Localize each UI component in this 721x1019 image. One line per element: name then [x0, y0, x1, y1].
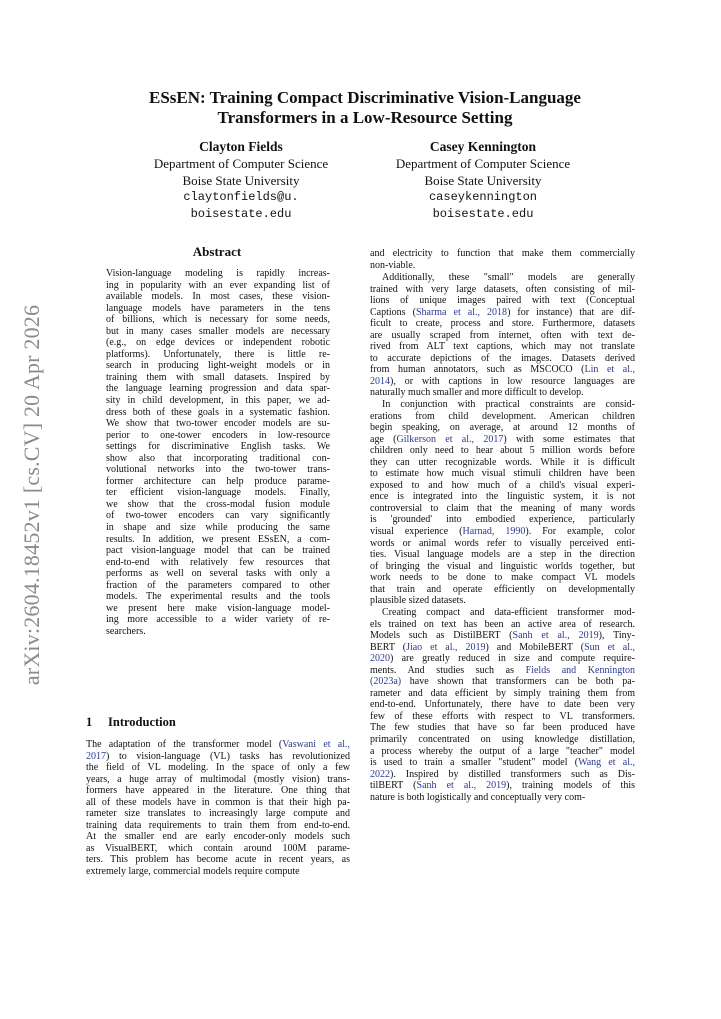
text-line [86, 820, 350, 832]
text-line [370, 307, 635, 319]
col2-paragraph-4 [370, 607, 635, 803]
author-email-line-1[interactable]: claytonfields@u. [183, 190, 299, 204]
text-span: words or animal words refer to visually perceived enti- [370, 537, 635, 549]
text-span: nature is both logistically and conceptually very com- [370, 791, 586, 803]
text-span: are usually scraped from internet, often with text de- [370, 329, 635, 341]
text-line [370, 295, 635, 307]
text-span: In conjunction with practical constraints are consid- [382, 399, 635, 410]
text-span: lions of unique images paired with text (Conceptual [370, 295, 635, 307]
text-line [370, 387, 635, 399]
text-span: ), training models of this [506, 780, 635, 792]
abstract-heading: Abstract [192, 244, 242, 259]
text-line: models. The experimental results and the tools [106, 591, 330, 603]
citation-link[interactable]: 2017 [86, 750, 106, 762]
text-line [370, 722, 635, 734]
text-span: begin speaking, on average, at around 12 months of [370, 422, 635, 434]
title-line-1: ESsEN: Training Compact Discriminative Vision-Language [149, 88, 581, 107]
text-line [370, 792, 635, 804]
text-line [370, 607, 635, 619]
citation-link[interactable]: Fields and Kennington [525, 664, 635, 676]
text-span: Creating compact and data-efficient transformer mod- [382, 607, 635, 618]
text-span: work needs to be done to make compact VL models [370, 572, 635, 584]
text-span: as VisualBERT, which contain around 100M parame- [86, 842, 350, 854]
text-span: The adaptation of the transformer model ( [86, 739, 283, 750]
text-span: extremely large, commercial models require compute [86, 866, 300, 878]
citation-link[interactable]: Sanh et al., 2019 [416, 780, 507, 792]
citation-link[interactable]: 2014 [370, 375, 390, 387]
text-span: Models such as DistilBERT ( [370, 630, 513, 642]
text-line: fraction of the parameters compared to other [106, 579, 330, 591]
text-line [370, 561, 635, 573]
text-line: volutional networks into the two-tower trans- [106, 464, 330, 476]
text-span: all of these models have in common is that their high pa- [86, 796, 350, 808]
text-line [370, 653, 635, 665]
text-line [370, 514, 635, 526]
text-line: we present here make vision-language model- [106, 602, 330, 614]
text-span: they can utter recognizable words. While it is difficult [370, 456, 635, 468]
author-email-line-2[interactable]: boisestate.edu [432, 207, 534, 221]
text-line: ing in popularity with an ever expanding list of [106, 279, 330, 291]
author-department: Department of Computer Science [395, 156, 571, 171]
text-span: non-viable. [370, 259, 416, 271]
text-line: searchers. [106, 625, 146, 637]
citation-link[interactable]: Harnad, 1990 [462, 526, 526, 538]
title-line-2: Transformers in a Low-Resource Setting [217, 108, 513, 127]
text-line [370, 595, 635, 607]
citation-link[interactable]: Sanh et al., 2019 [512, 630, 599, 642]
text-line: pact vision-language model that can be trained [106, 545, 330, 557]
text-span: end-to-end. Unfortunately, there have to date been very [370, 699, 635, 711]
text-line [86, 808, 350, 820]
text-line: available models. In most cases, these vision- [106, 291, 330, 303]
text-line: of two-tower encoders can vary significantly [106, 510, 330, 522]
col2-paragraph-1 [370, 248, 635, 271]
text-line [370, 769, 635, 781]
text-line [370, 399, 635, 411]
text-line [370, 665, 635, 677]
text-span: ), Tiny- [598, 630, 635, 642]
text-span: els trained on text has been an active area of research. [370, 618, 635, 630]
text-span: rameter and data efficient by simply training them from [370, 687, 635, 699]
col2-paragraph-2 [370, 272, 635, 399]
author-university: Boise State University [182, 173, 300, 188]
text-line: ter efficient vision-language models. Finally, [106, 487, 330, 499]
text-line [370, 630, 635, 642]
text-span: the field of VL modeling. In the space of only a few [86, 762, 350, 774]
intro-paragraph-1 [86, 739, 350, 878]
text-line [370, 353, 635, 365]
text-line: the language learning progression and data spar- [106, 383, 330, 395]
text-span: rameter size translates to increasingly large compute and [86, 808, 350, 820]
text-line: language models have parameters in the tens [106, 302, 330, 314]
text-line: in shape and size while producing the same [106, 522, 330, 534]
text-span: exposed to and how much of a child's visual experi- [370, 479, 635, 491]
text-line [370, 330, 635, 342]
citation-link[interactable]: (2023a) [370, 676, 402, 688]
text-span: ) and MobileBERT ( [485, 641, 585, 653]
citation-link[interactable]: Wang et al., [578, 757, 635, 769]
text-span: ments. And studies such as [370, 664, 526, 676]
text-line [86, 762, 350, 774]
text-line [370, 364, 635, 376]
text-span: to accurate depictions of the images. Datasets derived [370, 352, 635, 364]
text-span: Additionally, these "small" models are generally [382, 272, 635, 283]
text-span: ence is integrated into the linguistic system, it is not [370, 491, 635, 503]
text-span: visual experience ( [370, 526, 463, 538]
citation-link[interactable]: 2020 [370, 653, 390, 665]
text-span: ). For example, color [525, 526, 635, 538]
author-block-2 [358, 138, 608, 223]
text-span: that train and operate efficiently on developmentally [370, 583, 635, 595]
section-number: 1 [86, 715, 93, 729]
text-line [370, 699, 635, 711]
text-line [370, 376, 635, 388]
text-line [86, 785, 350, 797]
col2-paragraph-3 [370, 399, 635, 607]
text-line [370, 711, 635, 723]
abstract-body [106, 268, 330, 638]
text-span: ). Inspired by distilled transformers such as Dis- [390, 768, 635, 780]
text-line [370, 619, 635, 631]
text-span: Captions ( [370, 306, 416, 318]
text-line: (e.g., on edge devices or independent robotic [106, 337, 330, 349]
text-span: formers have appeared in the literature. One thing that [86, 785, 350, 797]
text-line [370, 526, 635, 538]
text-line [370, 272, 635, 284]
text-line: results. In addition, we present ESsEN, a com- [106, 533, 330, 545]
text-span: age ( [370, 433, 397, 445]
author-email-line-2[interactable]: boisestate.edu [190, 207, 292, 221]
text-span: a process whereby the output of a large "teacher" model [370, 745, 635, 757]
author-name: Casey Kennington [429, 139, 537, 154]
text-line [370, 642, 635, 654]
citation-link[interactable]: Vaswani et al., [282, 739, 350, 750]
section-heading-introduction [86, 715, 176, 730]
text-line [86, 854, 350, 866]
citation-link[interactable]: 2022 [370, 768, 390, 780]
text-span: erations from child development. American children [370, 410, 635, 422]
text-line: performs as well on several tasks with only a [106, 568, 330, 580]
text-line [370, 422, 635, 434]
text-span: trained with very large datasets, often consisting of mil- [370, 283, 635, 295]
author-university: Boise State University [424, 173, 542, 188]
text-line [370, 445, 635, 457]
text-line [370, 457, 635, 469]
arxiv-id-text: arXiv:2604.18452v1 [cs.CV] 20 Apr 2026 [19, 304, 44, 686]
text-span: years, a huge array of multimodal (mostly vision) trans- [86, 773, 350, 785]
text-line: show also that incorporating traditional con- [106, 452, 330, 464]
section-title: Introduction [108, 715, 176, 729]
citation-link[interactable]: Gilkerson et al., 2017 [396, 433, 504, 445]
text-line: We show that two-tower encoder models are su- [106, 418, 330, 430]
text-line: search in producing light-weight models or in [106, 360, 330, 372]
citation-link[interactable]: Sharma et al., 2018 [415, 306, 508, 318]
text-line [370, 491, 635, 503]
text-line [86, 774, 350, 786]
citation-link[interactable]: Jiao et al., 2019 [406, 641, 486, 653]
text-line [370, 549, 635, 561]
text-line [370, 584, 635, 596]
text-span: BERT ( [370, 641, 407, 653]
text-span: rived from ALT text captions, which may not translate [370, 341, 635, 353]
text-span: ties. Visual language models are a step in the direction [370, 549, 635, 561]
text-span: ), or with captions in low resource languages are [390, 375, 635, 387]
text-span: plausible sized datasets. [370, 595, 466, 607]
paper-title [88, 88, 642, 128]
text-line: but in many cases smaller models are necessary [106, 325, 330, 337]
text-span: The few studies that have so far been produced have [370, 722, 635, 734]
text-line [86, 739, 350, 751]
text-line [370, 503, 635, 515]
text-line: platforms). Unfortunately, there is little re- [106, 348, 330, 360]
text-line [86, 751, 350, 763]
text-span: have shown that transformers can be both pa- [401, 676, 635, 688]
text-line: sity in child development, in this paper, we ad- [106, 395, 330, 407]
text-line: end-to-end with relatively few resources that [106, 556, 330, 568]
text-line [370, 734, 635, 746]
text-line [86, 797, 350, 809]
text-line: dress both of these goals in a systematic fashion. [106, 406, 330, 418]
text-line [370, 260, 635, 272]
text-span: ficult to create, process and store. Furthermore, datasets [370, 318, 635, 330]
text-span: of bringing the visual and linguistic worlds together, but [370, 560, 635, 572]
text-line: training them with small datasets. Inspired by [106, 371, 330, 383]
author-block-1 [116, 138, 366, 223]
text-line: former architecture can help produce parame- [106, 475, 330, 487]
text-line: Vision-language modeling is rapidly increas- [106, 268, 330, 279]
text-span: training data requirements to train them from end-to-end. [86, 819, 350, 831]
text-line [370, 688, 635, 700]
text-span: is used to train a smaller "student" model ( [370, 757, 579, 769]
text-line [370, 248, 635, 260]
author-department: Department of Computer Science [153, 156, 329, 171]
text-line [370, 780, 635, 792]
arxiv-identifier-stamp [12, 295, 52, 695]
author-email-line-1[interactable]: caseykennington [428, 190, 538, 204]
text-line [86, 843, 350, 855]
text-span: At the smaller end are early encoder-only models such [86, 831, 350, 843]
text-line [370, 538, 635, 550]
text-span: ) to vision-language (VL) tasks has revolutionized [106, 750, 350, 762]
citation-link[interactable]: Sun et al., [584, 641, 635, 653]
text-line [370, 480, 635, 492]
text-line [370, 676, 635, 688]
text-line [370, 757, 635, 769]
text-span: and electricity to function that make them commercially [370, 248, 635, 259]
text-line: ing more accessible to a wider variety of re- [106, 614, 330, 626]
text-span: is 'grounded' into embodied experience, particularly [370, 514, 635, 526]
text-span: few of these efforts with respect to VL transformers. [370, 710, 635, 722]
text-span: from human annotators, such as MSCOCO ( [370, 364, 585, 376]
text-line [370, 318, 635, 330]
text-line: we show that the cross-modal fusion module [106, 498, 330, 510]
text-line [86, 866, 350, 878]
text-span: to estimate how much visual stimuli children have been [370, 468, 635, 480]
text-span: children only need to hear about 5 million words before [370, 445, 635, 457]
text-line [86, 831, 350, 843]
text-line [370, 284, 635, 296]
text-span: ) are greatly reduced in size and compute require- [390, 653, 635, 665]
text-span: ters. This problem has become acute in recent years, as [86, 854, 350, 866]
text-span: naturally much smaller and more difficult to develop. [370, 387, 584, 399]
text-line: perior to one-tower encoders in low-resource [106, 429, 330, 441]
text-line [370, 746, 635, 758]
author-name: Clayton Fields [199, 139, 283, 154]
text-span: controversial to claim that the meaning of many words [370, 502, 635, 514]
text-span: primarily concentrated on using knowledge distillation, [370, 734, 635, 746]
text-line [370, 434, 635, 446]
text-line: settings for discriminative English tasks. We [106, 441, 330, 453]
text-line [370, 572, 635, 584]
text-line [370, 468, 635, 480]
text-line [370, 341, 635, 353]
text-line: of billions, which is necessary for some needs, [106, 314, 330, 326]
citation-link[interactable]: Lin et al., [584, 364, 635, 376]
text-span: tilBERT ( [370, 780, 417, 792]
text-line [370, 411, 635, 423]
text-span: ) with some estimates that [503, 433, 635, 445]
text-span: ) for instance) that are dif- [507, 306, 636, 318]
